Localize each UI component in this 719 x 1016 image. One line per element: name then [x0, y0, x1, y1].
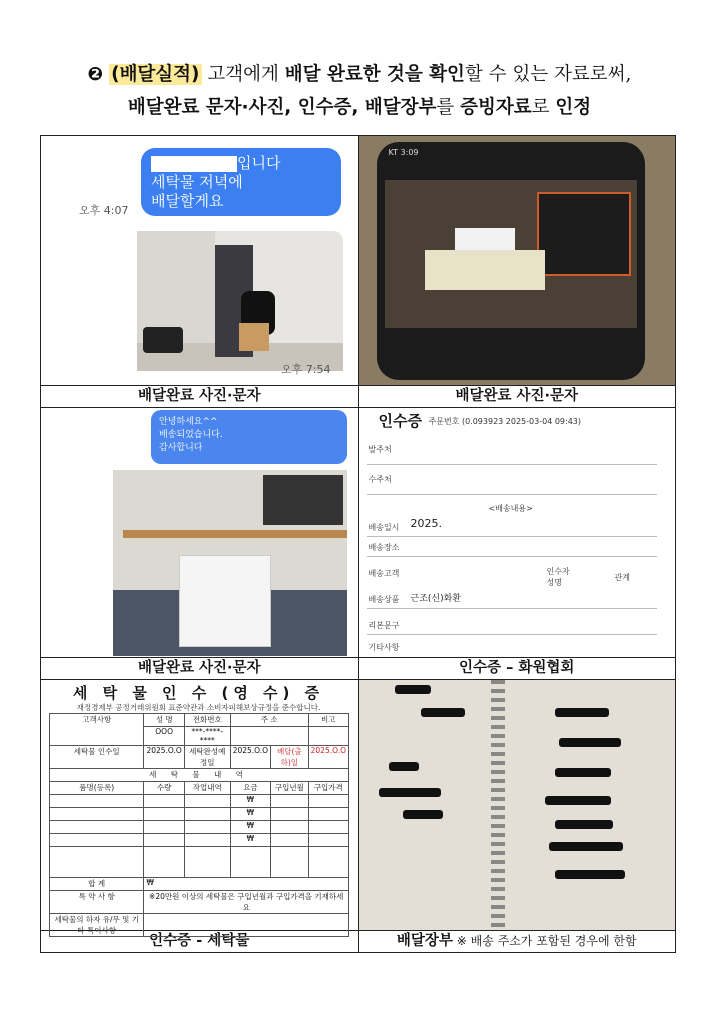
caption: 배달완료 사진·문자	[41, 385, 358, 407]
bubble-text-3: 배달할게요	[151, 192, 224, 210]
heading-text-1c: 할 수 있는 자료로써,	[464, 64, 632, 85]
order-number: 주문번호 (0.093923 2025-03-04 09:43)	[428, 417, 582, 426]
caption-ledger	[359, 930, 676, 952]
form-label: 발주처	[368, 445, 392, 454]
phone-device	[377, 142, 645, 380]
heading-text-2b: 를	[436, 97, 461, 118]
form-label: 수주처	[368, 475, 392, 484]
rc-cell: ※20만원 이상의 세탁물은 구입년월과 구입가격을 기재하세요	[144, 891, 349, 914]
delivery-photo	[113, 470, 347, 656]
form-label: 배송고객	[368, 569, 400, 578]
message-bubble	[141, 148, 341, 216]
time-sent: 오후 4:07	[79, 204, 129, 217]
caption: 인수증 – 화원협회	[359, 657, 676, 679]
bubble-text-2: 세탁물 저녁에	[151, 173, 243, 191]
rc-cell: 작업내역	[184, 782, 230, 795]
heading-text-2a: 배달완료 문자·사진, 인수증, 배달장부	[127, 97, 437, 118]
rc-cell: 품명(등록)	[50, 782, 144, 795]
cell-chat-photo-2	[41, 408, 359, 680]
rc-cell: 주 소	[230, 714, 308, 727]
chat-screenshot-2	[41, 408, 358, 657]
rc-cell: 요금	[230, 782, 270, 795]
chat-screenshot	[41, 136, 358, 385]
rc-cell: 수량	[144, 782, 184, 795]
laundry-receipt	[41, 680, 358, 935]
rc-cell: 성 명	[144, 714, 184, 727]
caption: 배달장부	[396, 933, 453, 949]
receiver-label: 인수자 성명	[546, 567, 570, 587]
evidence-grid	[40, 135, 676, 953]
rc-cell: ***-****-****	[184, 727, 230, 746]
receipt-form	[359, 408, 676, 657]
rc-cell: 세탁물의 하자 유/무 및 기타 특이사항	[50, 914, 144, 937]
phone-photo	[359, 136, 676, 385]
rc-cell: 2025.O.O	[230, 746, 270, 769]
bubble-line: 감사합니다	[159, 443, 203, 453]
phone-status: KT 3:09	[388, 148, 419, 157]
form-title: 인수증	[378, 412, 422, 430]
rc-cell: 세탁물 인수일	[50, 746, 144, 769]
phone-screen	[385, 180, 637, 328]
rc-cell: ₩	[230, 834, 270, 847]
rc-cell: 비고	[308, 714, 348, 727]
rc-cell: 구입가격	[308, 782, 348, 795]
form-label: 기타사항	[368, 643, 400, 652]
heading-text-2c: 증빙자료	[460, 97, 532, 118]
relation-label: 관계	[614, 573, 630, 582]
rc-cell: 구입년월	[271, 782, 309, 795]
bubble-line: 안녕하세요^^	[159, 417, 218, 427]
form-label: 배송일시	[368, 523, 400, 532]
rc-section: 세 탁 물 내 역	[50, 769, 349, 782]
form-label: 배송장소	[368, 543, 400, 552]
rc-cell: OOO	[144, 727, 184, 746]
rc-cell: ₩	[230, 808, 270, 821]
cell-laundry-receipt	[41, 680, 359, 953]
heading-text-1a: 고객에게	[201, 64, 285, 85]
category-label: (배달실적)	[111, 64, 200, 85]
receipt-table	[49, 713, 349, 937]
rc-cell: ₩	[230, 821, 270, 834]
rc-cell: 2025.O.O	[308, 746, 348, 769]
date-value: 2025.	[410, 517, 442, 530]
redacted-name	[151, 156, 237, 172]
rc-cell: 세탁완성예정일	[184, 746, 230, 769]
cell-phone-photo	[358, 136, 676, 408]
heading-text-2e: 인정	[555, 97, 592, 118]
caption: 배달완료 사진·문자	[41, 657, 358, 679]
bubble-text-1: 입니다	[237, 154, 281, 172]
rc-cell: 2025.O.O	[144, 746, 184, 769]
bullet-number: ❷	[87, 64, 104, 85]
rc-cell: 배달(출하)일	[271, 746, 309, 769]
form-label: 배송상품	[368, 595, 400, 604]
cell-delivery-ledger	[358, 680, 676, 953]
heading-text-2d: 로	[531, 97, 556, 118]
form-section: <배송내용>	[488, 504, 533, 513]
bubble-line: 배송되었습니다.	[159, 430, 223, 440]
receipt-subtitle: 재정경제부 공정거래위원회 표준약관과 소비자피해보상규정을 준수합니다.	[76, 703, 321, 712]
rc-cell: 합 계	[50, 878, 144, 891]
rc-cell: 전화번호	[184, 714, 230, 727]
time-photo: 오후 7:54	[281, 363, 331, 376]
rc-cell: 고객사항	[50, 714, 144, 746]
product-value: 근조(신)화환	[410, 594, 461, 604]
receipt-title: 세 탁 물 인 수 (영 수) 증	[72, 684, 325, 702]
rc-cell: ₩	[144, 878, 349, 891]
delivery-ledger-photo	[359, 680, 676, 930]
message-bubble	[151, 410, 347, 464]
caption-note: ※ 배송 주소가 포함된 경우에 한함	[452, 934, 637, 948]
heading-text-1b: 배달 완료한 것을 확인	[284, 64, 465, 85]
cell-receipt-form	[358, 408, 676, 680]
delivery-photo	[137, 231, 343, 371]
heading-line-2	[0, 93, 719, 119]
rc-cell: ₩	[230, 795, 270, 808]
heading-line-1	[0, 60, 719, 86]
form-label: 리본문구	[368, 621, 400, 630]
caption: 인수증 - 세탁물	[41, 930, 358, 952]
rc-cell: 특 약 사 항	[50, 891, 144, 914]
caption: 배달완료 사진·문자	[359, 385, 676, 407]
cell-chat-photo	[41, 136, 359, 408]
